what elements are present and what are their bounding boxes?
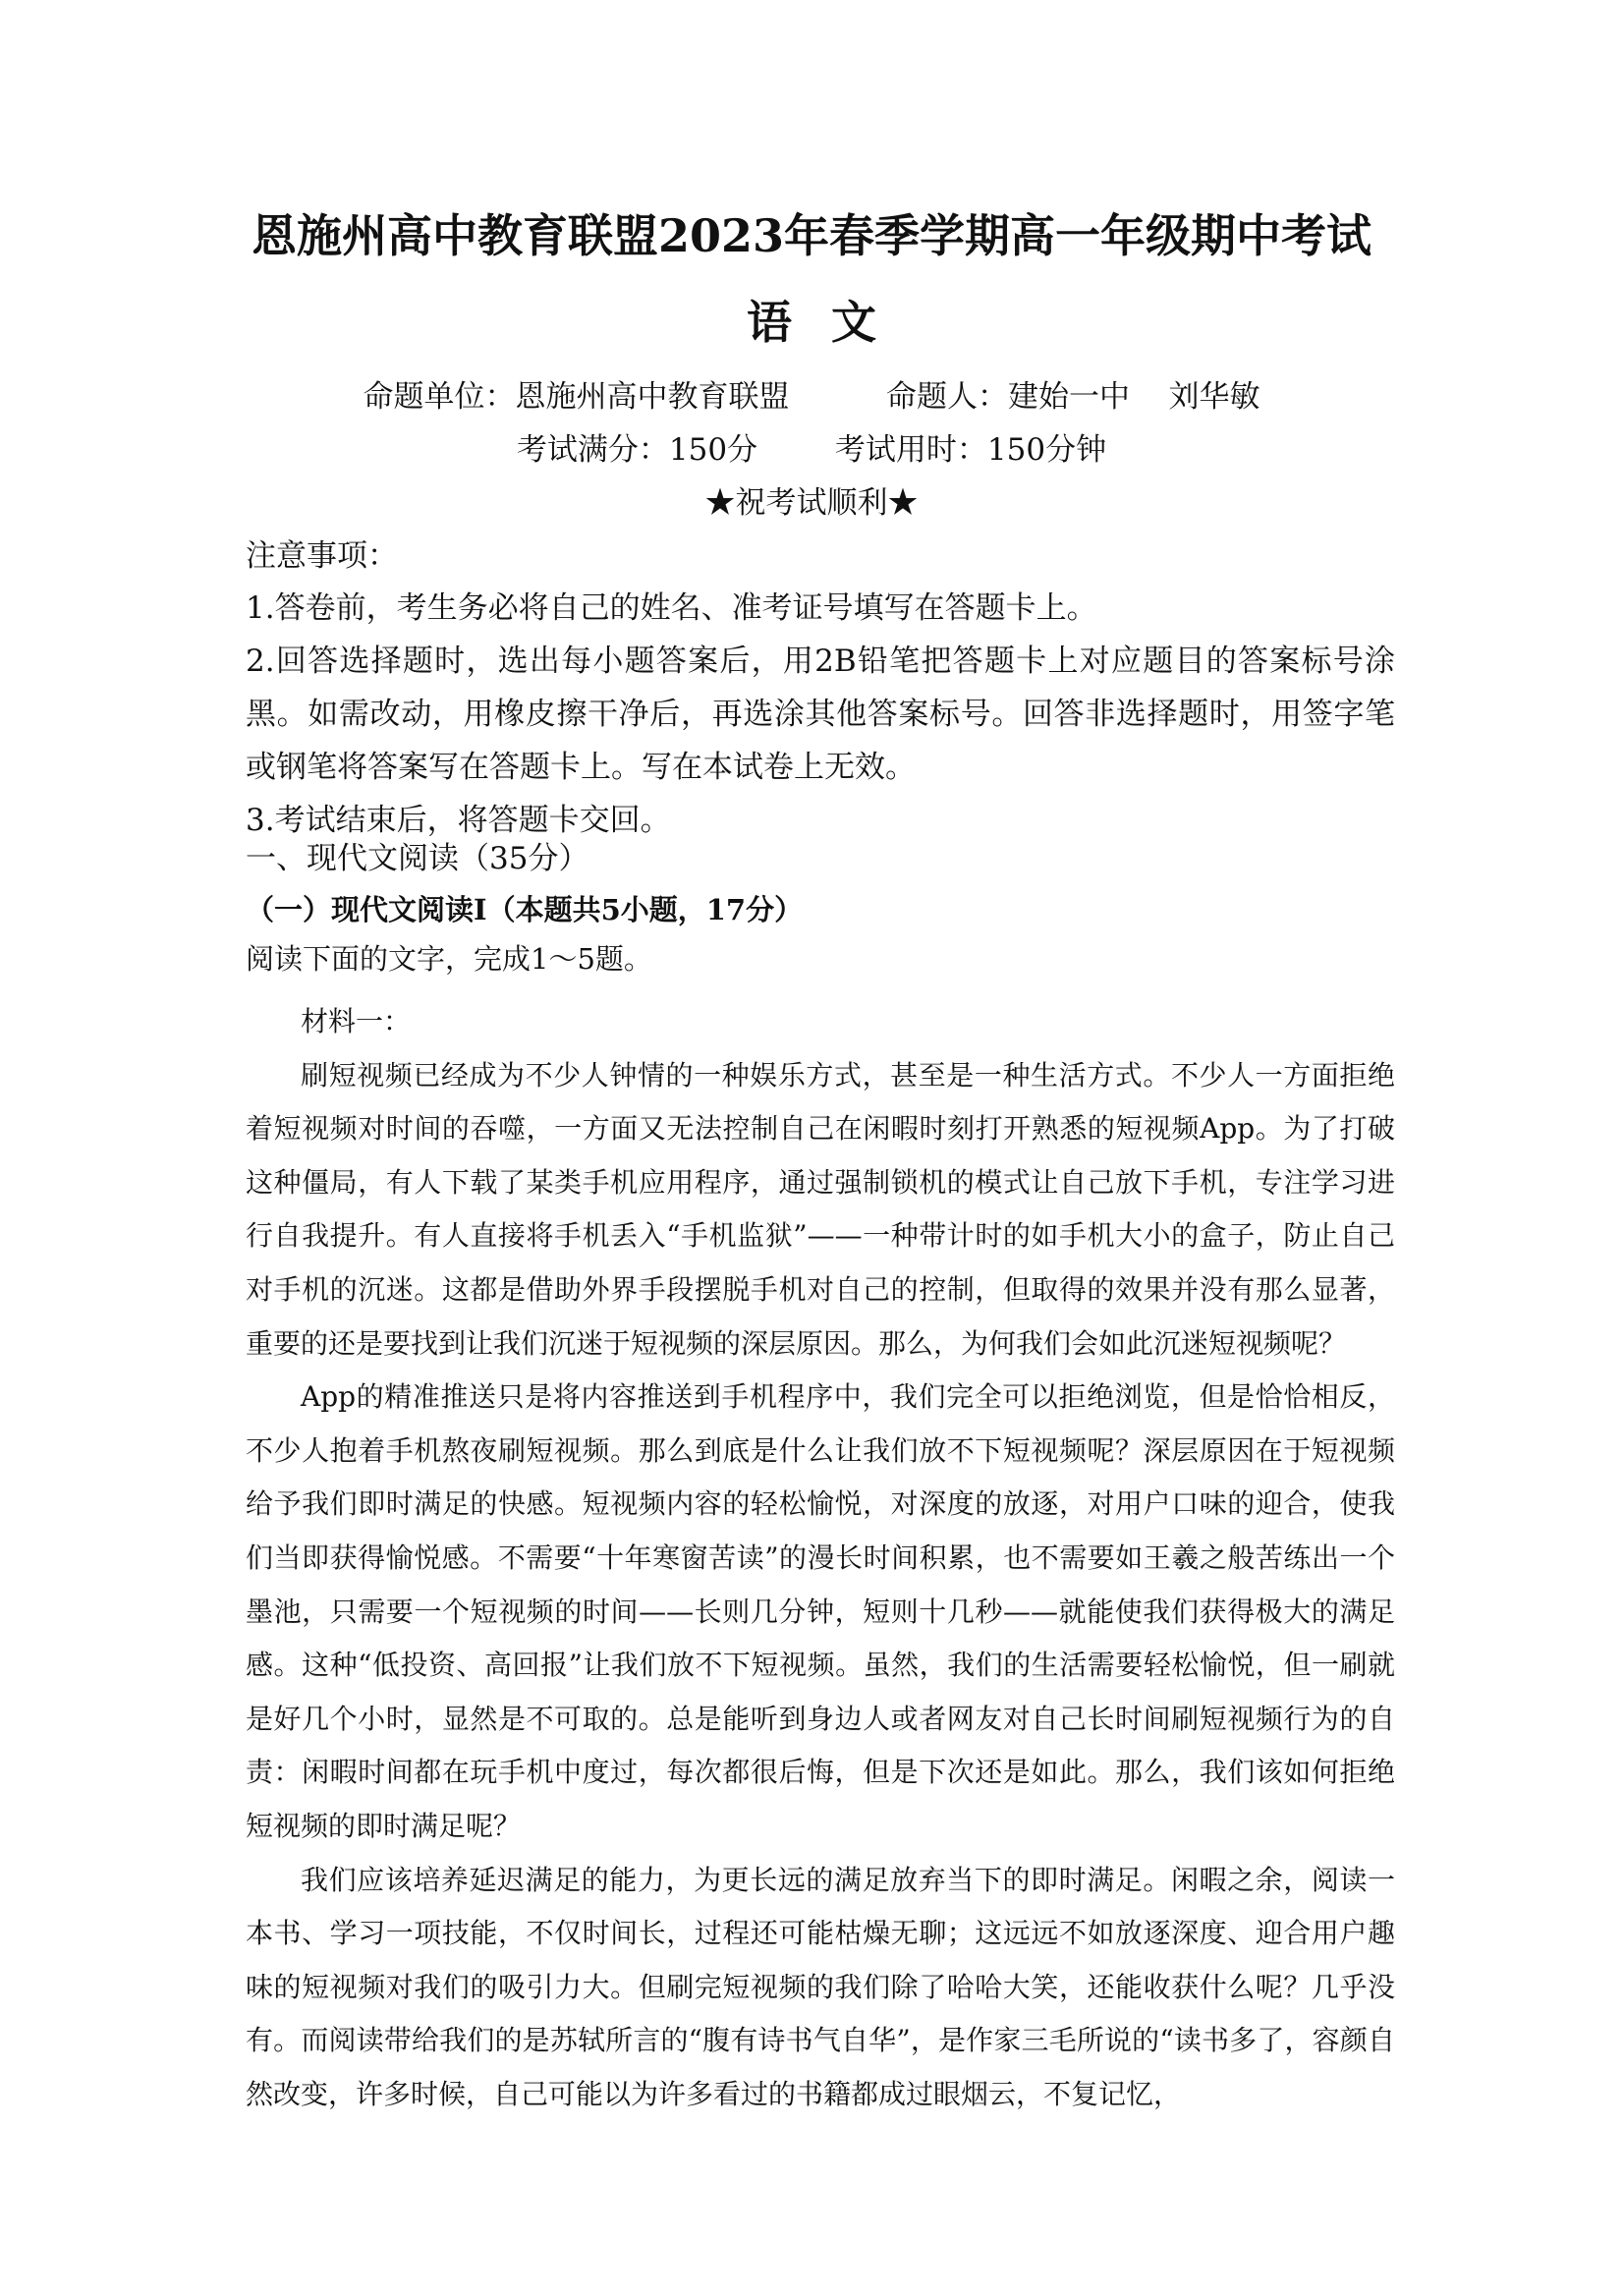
- subsection-heading: （一）现代文阅读Ⅰ（本题共5小题，17分）: [246, 893, 804, 926]
- exam-info-line: 考试满分：150分 考试用时：150分钟: [516, 432, 1107, 468]
- reading-material: [246, 995, 1395, 2121]
- exam-title: 恩施州高中教育联盟2023年春季学期高一年级期中考试: [251, 209, 1372, 262]
- notice-heading: 注意事项：: [246, 538, 398, 574]
- notice-list: [246, 582, 1395, 847]
- section-heading: 一、现代文阅读（35分）: [246, 841, 589, 876]
- author-line: 命题单位：恩施州高中教育联盟 命题人：建始一中 刘华敏: [363, 379, 1260, 415]
- material-label: 材料一：: [301, 1005, 412, 1037]
- subject-title: 语文: [747, 296, 916, 349]
- material-paragraph: 刷短视频已经成为不少人钟情的一种娱乐方式，甚至是一种生活方式。不少人一方面拒绝着短视频对时间的吞噬，一方面又无法控制自己在闲暇时刻打开熟悉的短视频App。为了打破这种僵局，有人下载了某类手机应用程序，通过强制锁机的模式让自己放下手机，专注学习进行自我提升。有人直接将手机丢入“手机监狱”——一种带计时的如手机大小的盒子，防止自己对手机的沉迷。这都是借助外界手段摆脱手机对自己的控制，但取得的效果并没有那么显著，重要的还是要找到让我们沉迷于短视频的深层原因。那么，为何我们会如此沉迷短视频呢？: [246, 1058, 1395, 1360]
- material-paragraph: 我们应该培养延迟满足的能力，为更长远的满足放弃当下的即时满足。闲暇之余，阅读一本书、学习一项技能，不仅时间长，过程还可能枯燥无聊；这远远不如放逐深度、迎合用户趣味的短视频对我们的吸引力大。但刷完短视频的我们除了哈哈大笑，还能收获什么呢？几乎没有。而阅读带给我们的是苏轼所言的“腹有诗书气自华”，是作家三毛所说的“读书多了，容颜自然改变，许多时候，自己可能以为许多看过的书籍都成过眼烟云，不复记忆，: [246, 1863, 1395, 2110]
- reading-instruction: 阅读下面的文字，完成1～5题。: [246, 942, 652, 976]
- notice-item: 1.答卷前，考生务必将自己的姓名、准考证号填写在答题卡上。: [246, 590, 1097, 626]
- blessing-line: ★祝考试顺利★: [704, 485, 919, 521]
- notice-item: 3.考试结束后，将答题卡交回。: [246, 803, 671, 838]
- material-paragraph: App的精准推送只是将内容推送到手机程序中，我们完全可以拒绝浏览，但是恰恰相反，不少人抱着手机熬夜刷短视频。那么到底是什么让我们放不下短视频呢？深层原因在于短视频给予我们即时满足的快感。短视频内容的轻松愉悦，对深度的放逐，对用户口味的迎合，使我们当即获得愉悦感。不需要“十年寒窗苦读”的漫长时间积累，也不需要如王羲之般苦练出一个墨池，只需要一个短视频的时间——长则几分钟，短则十几秒——就能使我们获得极大的满足感。这种“低投资、高回报”让我们放不下短视频。虽然，我们的生活需要轻松愉悦，但一刷就是好几个小时，显然是不可取的。总是能听到身边人或者网友对自己长时间刷短视频行为的自责：闲暇时间都在玩手机中度过，每次都很后悔，但是下次还是如此。那么，我们该如何拒绝短视频的即时满足呢？: [246, 1380, 1395, 1842]
- notice-item: 2.回答选择题时，选出每小题答案后，用2B铅笔把答题卡上对应题目的答案标号涂黑。如需改动，用橡皮擦干净后，再选涂其他答案标号。回答非选择题时，用签字笔或钢笔将答案写在答题卡上。写在本试卷上无效。: [246, 644, 1395, 785]
